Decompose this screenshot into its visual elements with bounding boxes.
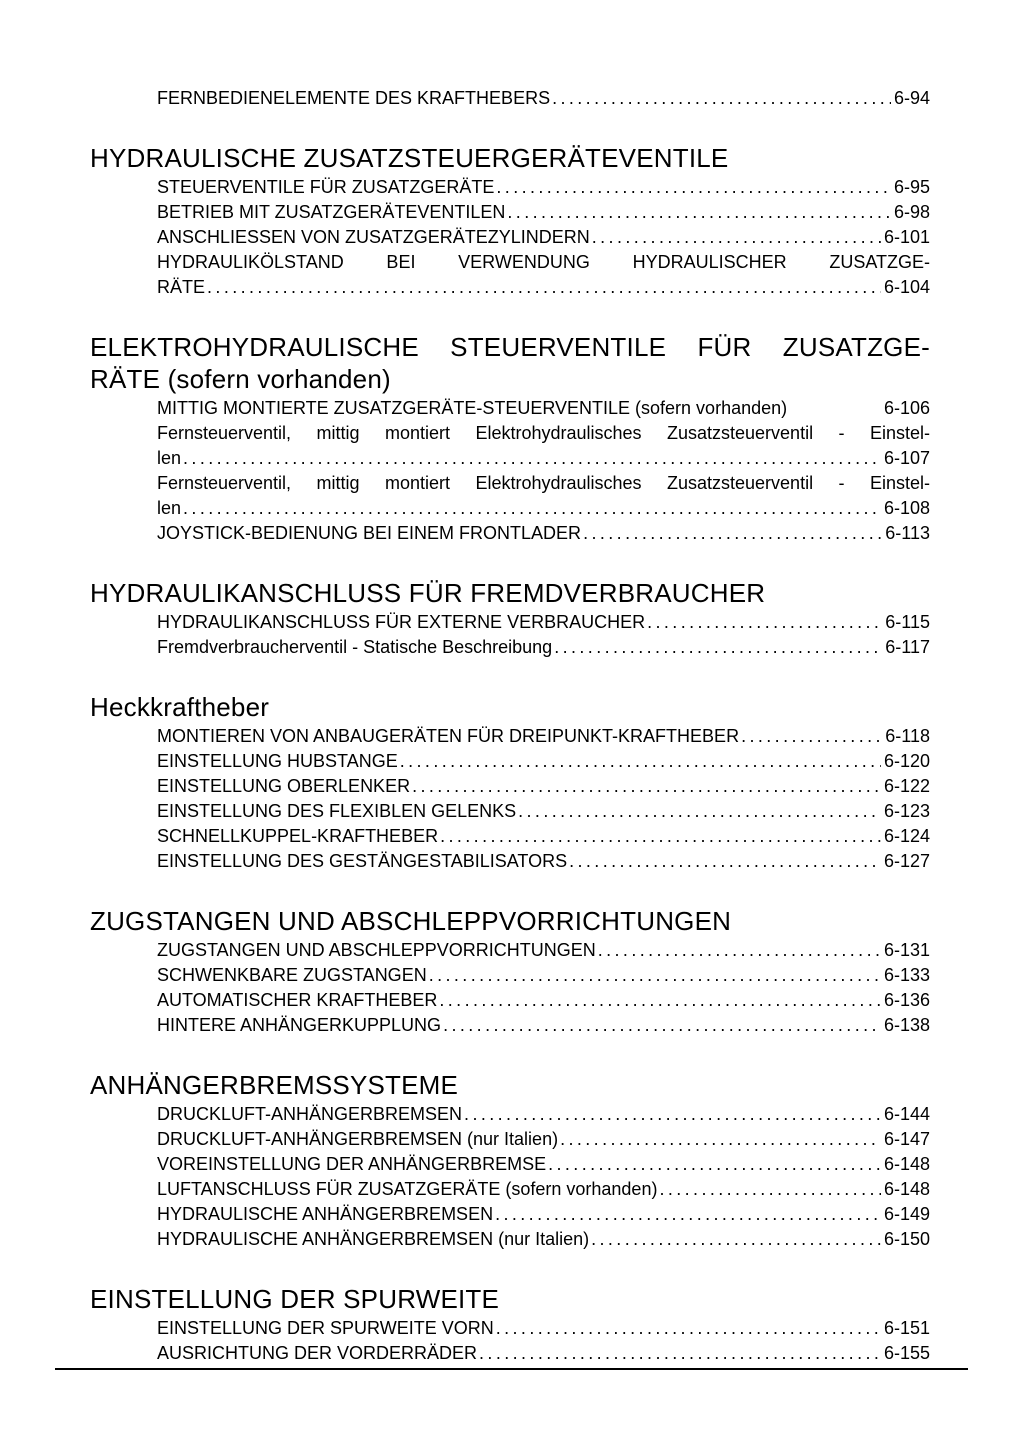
toc-entry-line bbox=[157, 635, 930, 660]
toc-entry-wrapped-line: Fernsteuerventil, mittig montiert Elektrohydraulisches Zusatzsteuerventil - Einstel- bbox=[157, 423, 930, 443]
toc-entry-page: 6-127 bbox=[883, 851, 930, 871]
section-heading: ZUGSTANGEN UND ABSCHLEPPVORRICHTUNGEN bbox=[90, 906, 732, 936]
toc-entry-title: MONTIEREN VON ANBAUGERÄTEN FÜR DREIPUNKT-KRAFTHEBER bbox=[157, 726, 740, 746]
toc-entry bbox=[157, 938, 930, 963]
toc-entry-page: 6-151 bbox=[883, 1318, 930, 1338]
dot-leader bbox=[400, 749, 881, 774]
toc-entry bbox=[157, 1316, 930, 1341]
dot-leader bbox=[552, 86, 891, 111]
toc-section bbox=[90, 332, 930, 546]
dot-leader bbox=[183, 446, 881, 471]
toc-entry bbox=[157, 963, 930, 988]
toc-entry-line bbox=[157, 1102, 930, 1127]
toc-entry-page: 6-150 bbox=[883, 1229, 930, 1249]
toc-entry bbox=[157, 749, 930, 774]
toc-entry-title: DRUCKLUFT-ANHÄNGERBREMSEN (nur Italien) bbox=[157, 1129, 559, 1149]
toc-entry-page: 6-136 bbox=[883, 990, 930, 1010]
section-heading: HYDRAULIKANSCHLUSS FÜR FREMDVERBRAUCHER bbox=[90, 578, 766, 608]
toc-entry-line bbox=[157, 1177, 930, 1202]
toc-entry-line bbox=[157, 200, 930, 225]
toc-section bbox=[90, 578, 930, 660]
toc-entry-line bbox=[157, 963, 930, 988]
dot-leader bbox=[443, 1013, 881, 1038]
toc-entry-line bbox=[157, 521, 930, 546]
toc-entry-page: 6-104 bbox=[883, 277, 930, 297]
toc-entry-title: EINSTELLUNG HUBSTANGE bbox=[157, 751, 398, 771]
dot-leader bbox=[592, 225, 881, 250]
section-entries bbox=[90, 1102, 930, 1252]
toc-entry-title: EINSTELLUNG DER SPURWEITE VORN bbox=[157, 1318, 494, 1338]
dot-leader bbox=[659, 1177, 881, 1202]
section-entries bbox=[90, 396, 930, 546]
dot-leader bbox=[647, 610, 882, 635]
toc-entry-page: 6-131 bbox=[883, 940, 930, 960]
toc-entry-page: 6-148 bbox=[883, 1179, 930, 1199]
toc-entry bbox=[157, 1227, 930, 1252]
toc-entry-page: 6-133 bbox=[883, 965, 930, 985]
toc-entry-line bbox=[157, 799, 930, 824]
toc-entry bbox=[157, 250, 930, 300]
toc-section bbox=[90, 692, 930, 874]
dot-leader bbox=[507, 200, 891, 225]
toc-entry-title: EINSTELLUNG DES FLEXIBLEN GELENKS bbox=[157, 801, 517, 821]
toc-entry-title: Fremdverbraucherventil - Statische Beschreibung bbox=[157, 637, 553, 657]
toc-list bbox=[90, 86, 930, 1366]
toc-entry-page: 6-107 bbox=[883, 448, 930, 468]
toc-entry bbox=[157, 1013, 930, 1038]
toc-entry-title: DRUCKLUFT-ANHÄNGERBREMSEN bbox=[157, 1104, 463, 1124]
dot-leader bbox=[479, 1341, 881, 1366]
toc-entry-title: LUFTANSCHLUSS FÜR ZUSATZGERÄTE (sofern vorhanden) bbox=[157, 1179, 658, 1199]
toc-entry-line bbox=[157, 988, 930, 1013]
footer-divider bbox=[55, 1368, 968, 1370]
toc-entry-page: 6-144 bbox=[883, 1104, 930, 1124]
toc-entry-page: 6-108 bbox=[883, 498, 930, 518]
toc-entry-wrapped-line: Fernsteuerventil, mittig montiert Elektrohydraulisches Zusatzsteuerventil - Einstel- bbox=[157, 473, 930, 493]
toc-entry bbox=[157, 175, 930, 200]
dot-leader bbox=[569, 849, 881, 874]
toc-entry-page: 6-95 bbox=[893, 177, 930, 197]
toc-entry-title: HYDRAULISCHE ANHÄNGERBREMSEN (nur Italien) bbox=[157, 1229, 590, 1249]
toc-entry-title: EINSTELLUNG OBERLENKER bbox=[157, 776, 411, 796]
toc-entry-page: 6-101 bbox=[883, 227, 930, 247]
toc-entry-line bbox=[157, 610, 930, 635]
toc-entry-line bbox=[157, 1013, 930, 1038]
toc-entry-title: AUSRICHTUNG DER VORDERRÄDER bbox=[157, 1343, 478, 1363]
section-heading: RÄTE (sofern vorhanden) bbox=[90, 364, 391, 394]
section-entries bbox=[90, 86, 930, 111]
section-heading: ANHÄNGERBREMSSYSTEME bbox=[90, 1070, 459, 1100]
toc-entry-page: 6-155 bbox=[883, 1343, 930, 1363]
toc-entry-line bbox=[157, 1202, 930, 1227]
toc-entry-page: 6-106 bbox=[883, 398, 930, 418]
toc-entry-page: 6-149 bbox=[883, 1204, 930, 1224]
toc-entry-page: 6-122 bbox=[883, 776, 930, 796]
toc-entry-page: 6-120 bbox=[883, 751, 930, 771]
toc-entry bbox=[157, 225, 930, 250]
toc-entry-page: 6-117 bbox=[885, 637, 930, 657]
toc-entry-title: RÄTE bbox=[157, 277, 206, 297]
toc-entry-page: 6-98 bbox=[893, 202, 930, 222]
toc-entry-line bbox=[157, 824, 930, 849]
toc-entry bbox=[157, 421, 930, 471]
dot-leader bbox=[518, 799, 881, 824]
toc-entry-page: 6-138 bbox=[883, 1015, 930, 1035]
toc-entry-line bbox=[157, 496, 930, 521]
toc-entry bbox=[157, 1102, 930, 1127]
toc-entry bbox=[157, 1202, 930, 1227]
section-heading: EINSTELLUNG DER SPURWEITE bbox=[90, 1284, 500, 1314]
toc-entry-page: 6-123 bbox=[883, 801, 930, 821]
dot-leader bbox=[741, 724, 882, 749]
toc-entry-title: JOYSTICK-BEDIENUNG BEI EINEM FRONTLADER bbox=[157, 523, 582, 543]
toc-entry-line bbox=[157, 1227, 930, 1252]
toc-entry-title: SCHWENKBARE ZUGSTANGEN bbox=[157, 965, 427, 985]
toc-entry-title: len bbox=[157, 498, 182, 518]
dot-leader bbox=[598, 938, 881, 963]
toc-entry-line bbox=[157, 1316, 930, 1341]
toc-entry-page: 6-115 bbox=[885, 612, 930, 632]
toc-entry-wrapped-line: HYDRAULIKÖLSTAND BEI VERWENDUNG HYDRAULISCHER ZUSATZGE- bbox=[157, 252, 930, 272]
toc-entry bbox=[157, 724, 930, 749]
dot-leader bbox=[464, 1102, 881, 1127]
section-heading: HYDRAULISCHE ZUSATZSTEUERGERÄTEVENTILE bbox=[90, 143, 729, 173]
toc-entry-title: ZUGSTANGEN UND ABSCHLEPPVORRICHTUNGEN bbox=[157, 940, 596, 960]
toc-entry-line bbox=[157, 774, 930, 799]
toc-entry-title: FERNBEDIENELEMENTE DES KRAFTHEBERS bbox=[157, 88, 551, 108]
toc-entry-line bbox=[157, 1341, 930, 1366]
toc-entry-line bbox=[157, 275, 930, 300]
section-entries bbox=[90, 610, 930, 660]
toc-entry bbox=[157, 988, 930, 1013]
toc-entry-line bbox=[157, 1152, 930, 1177]
toc-entry-line bbox=[157, 938, 930, 963]
toc-entry bbox=[157, 1177, 930, 1202]
dot-leader bbox=[412, 774, 881, 799]
toc-entry-page: 6-148 bbox=[883, 1154, 930, 1174]
toc-entry-title: HYDRAULISCHE ANHÄNGERBREMSEN bbox=[157, 1204, 494, 1224]
toc-entry-title: EINSTELLUNG DES GESTÄNGESTABILISATORS bbox=[157, 851, 568, 871]
toc-entry bbox=[157, 396, 930, 421]
toc-entry bbox=[157, 521, 930, 546]
toc-entry-page: 6-94 bbox=[893, 88, 930, 108]
toc-entry bbox=[157, 824, 930, 849]
toc-entry bbox=[157, 1127, 930, 1152]
toc-section bbox=[90, 86, 930, 111]
dot-leader bbox=[583, 521, 882, 546]
toc-entry bbox=[157, 1341, 930, 1366]
section-entries bbox=[90, 1316, 930, 1366]
toc-section bbox=[90, 1284, 930, 1366]
section-heading: Heckkraftheber bbox=[90, 692, 270, 722]
toc-entry-page: 6-124 bbox=[883, 826, 930, 846]
toc-entry-title: VOREINSTELLUNG DER ANHÄNGERBREMSE bbox=[157, 1154, 547, 1174]
toc-entry-title: HINTERE ANHÄNGERKUPPLUNG bbox=[157, 1015, 442, 1035]
toc-entry bbox=[157, 471, 930, 521]
dot-leader bbox=[183, 496, 881, 521]
toc-entry-title: STEUERVENTILE FÜR ZUSATZGERÄTE bbox=[157, 177, 495, 197]
toc-entry-page: 6-113 bbox=[885, 523, 930, 543]
toc-section bbox=[90, 1070, 930, 1252]
toc-entry-line bbox=[157, 175, 930, 200]
dot-leader bbox=[429, 963, 881, 988]
toc-entry-title: ANSCHLIESSEN VON ZUSATZGERÄTEZYLINDERN bbox=[157, 227, 590, 247]
toc-entry-page: 6-118 bbox=[885, 726, 930, 746]
dot-leader bbox=[560, 1127, 881, 1152]
toc-entry bbox=[157, 200, 930, 225]
toc-entry-line bbox=[157, 396, 930, 421]
dot-leader bbox=[496, 175, 891, 200]
toc-entry-title: BETRIEB MIT ZUSATZGERÄTEVENTILEN bbox=[157, 202, 506, 222]
toc-section bbox=[90, 906, 930, 1038]
toc-section bbox=[90, 143, 930, 300]
dot-leader bbox=[591, 1227, 881, 1252]
dot-leader bbox=[440, 824, 881, 849]
toc-entry-title: len bbox=[157, 448, 182, 468]
toc-entry bbox=[157, 799, 930, 824]
toc-entry-title: HYDRAULIKANSCHLUSS FÜR EXTERNE VERBRAUCHER bbox=[157, 612, 646, 632]
toc-entry-line bbox=[157, 1127, 930, 1152]
dot-leader bbox=[496, 1316, 881, 1341]
toc-entry-line bbox=[157, 446, 930, 471]
toc-entry bbox=[157, 610, 930, 635]
dot-leader bbox=[495, 1202, 881, 1227]
toc-entry-page: 6-147 bbox=[883, 1129, 930, 1149]
toc-entry-line bbox=[157, 86, 930, 111]
dot-leader bbox=[554, 635, 882, 660]
section-entries bbox=[90, 175, 930, 300]
toc-entry bbox=[157, 1152, 930, 1177]
toc-entry-title: AUTOMATISCHER KRAFTHEBER bbox=[157, 990, 438, 1010]
toc-entry-line bbox=[157, 225, 930, 250]
toc-entry-line bbox=[157, 724, 930, 749]
toc-entry bbox=[157, 774, 930, 799]
dot-leader bbox=[439, 988, 881, 1013]
dot-leader bbox=[207, 275, 881, 300]
toc-entry-line bbox=[157, 849, 930, 874]
section-heading: ELEKTROHYDRAULISCHE STEUERVENTILE FÜR ZUSATZGE- bbox=[90, 332, 930, 362]
toc-entry bbox=[157, 86, 930, 111]
section-entries bbox=[90, 724, 930, 874]
toc-entry bbox=[157, 849, 930, 874]
toc-entry-title: SCHNELLKUPPEL-KRAFTHEBER bbox=[157, 826, 439, 846]
toc-entry-title: MITTIG MONTIERTE ZUSATZGERÄTE-STEUERVENTILE (sofern vorhanden) bbox=[157, 398, 788, 418]
toc-entry bbox=[157, 635, 930, 660]
toc-entry-line bbox=[157, 749, 930, 774]
dot-leader bbox=[548, 1152, 881, 1177]
section-entries bbox=[90, 938, 930, 1038]
